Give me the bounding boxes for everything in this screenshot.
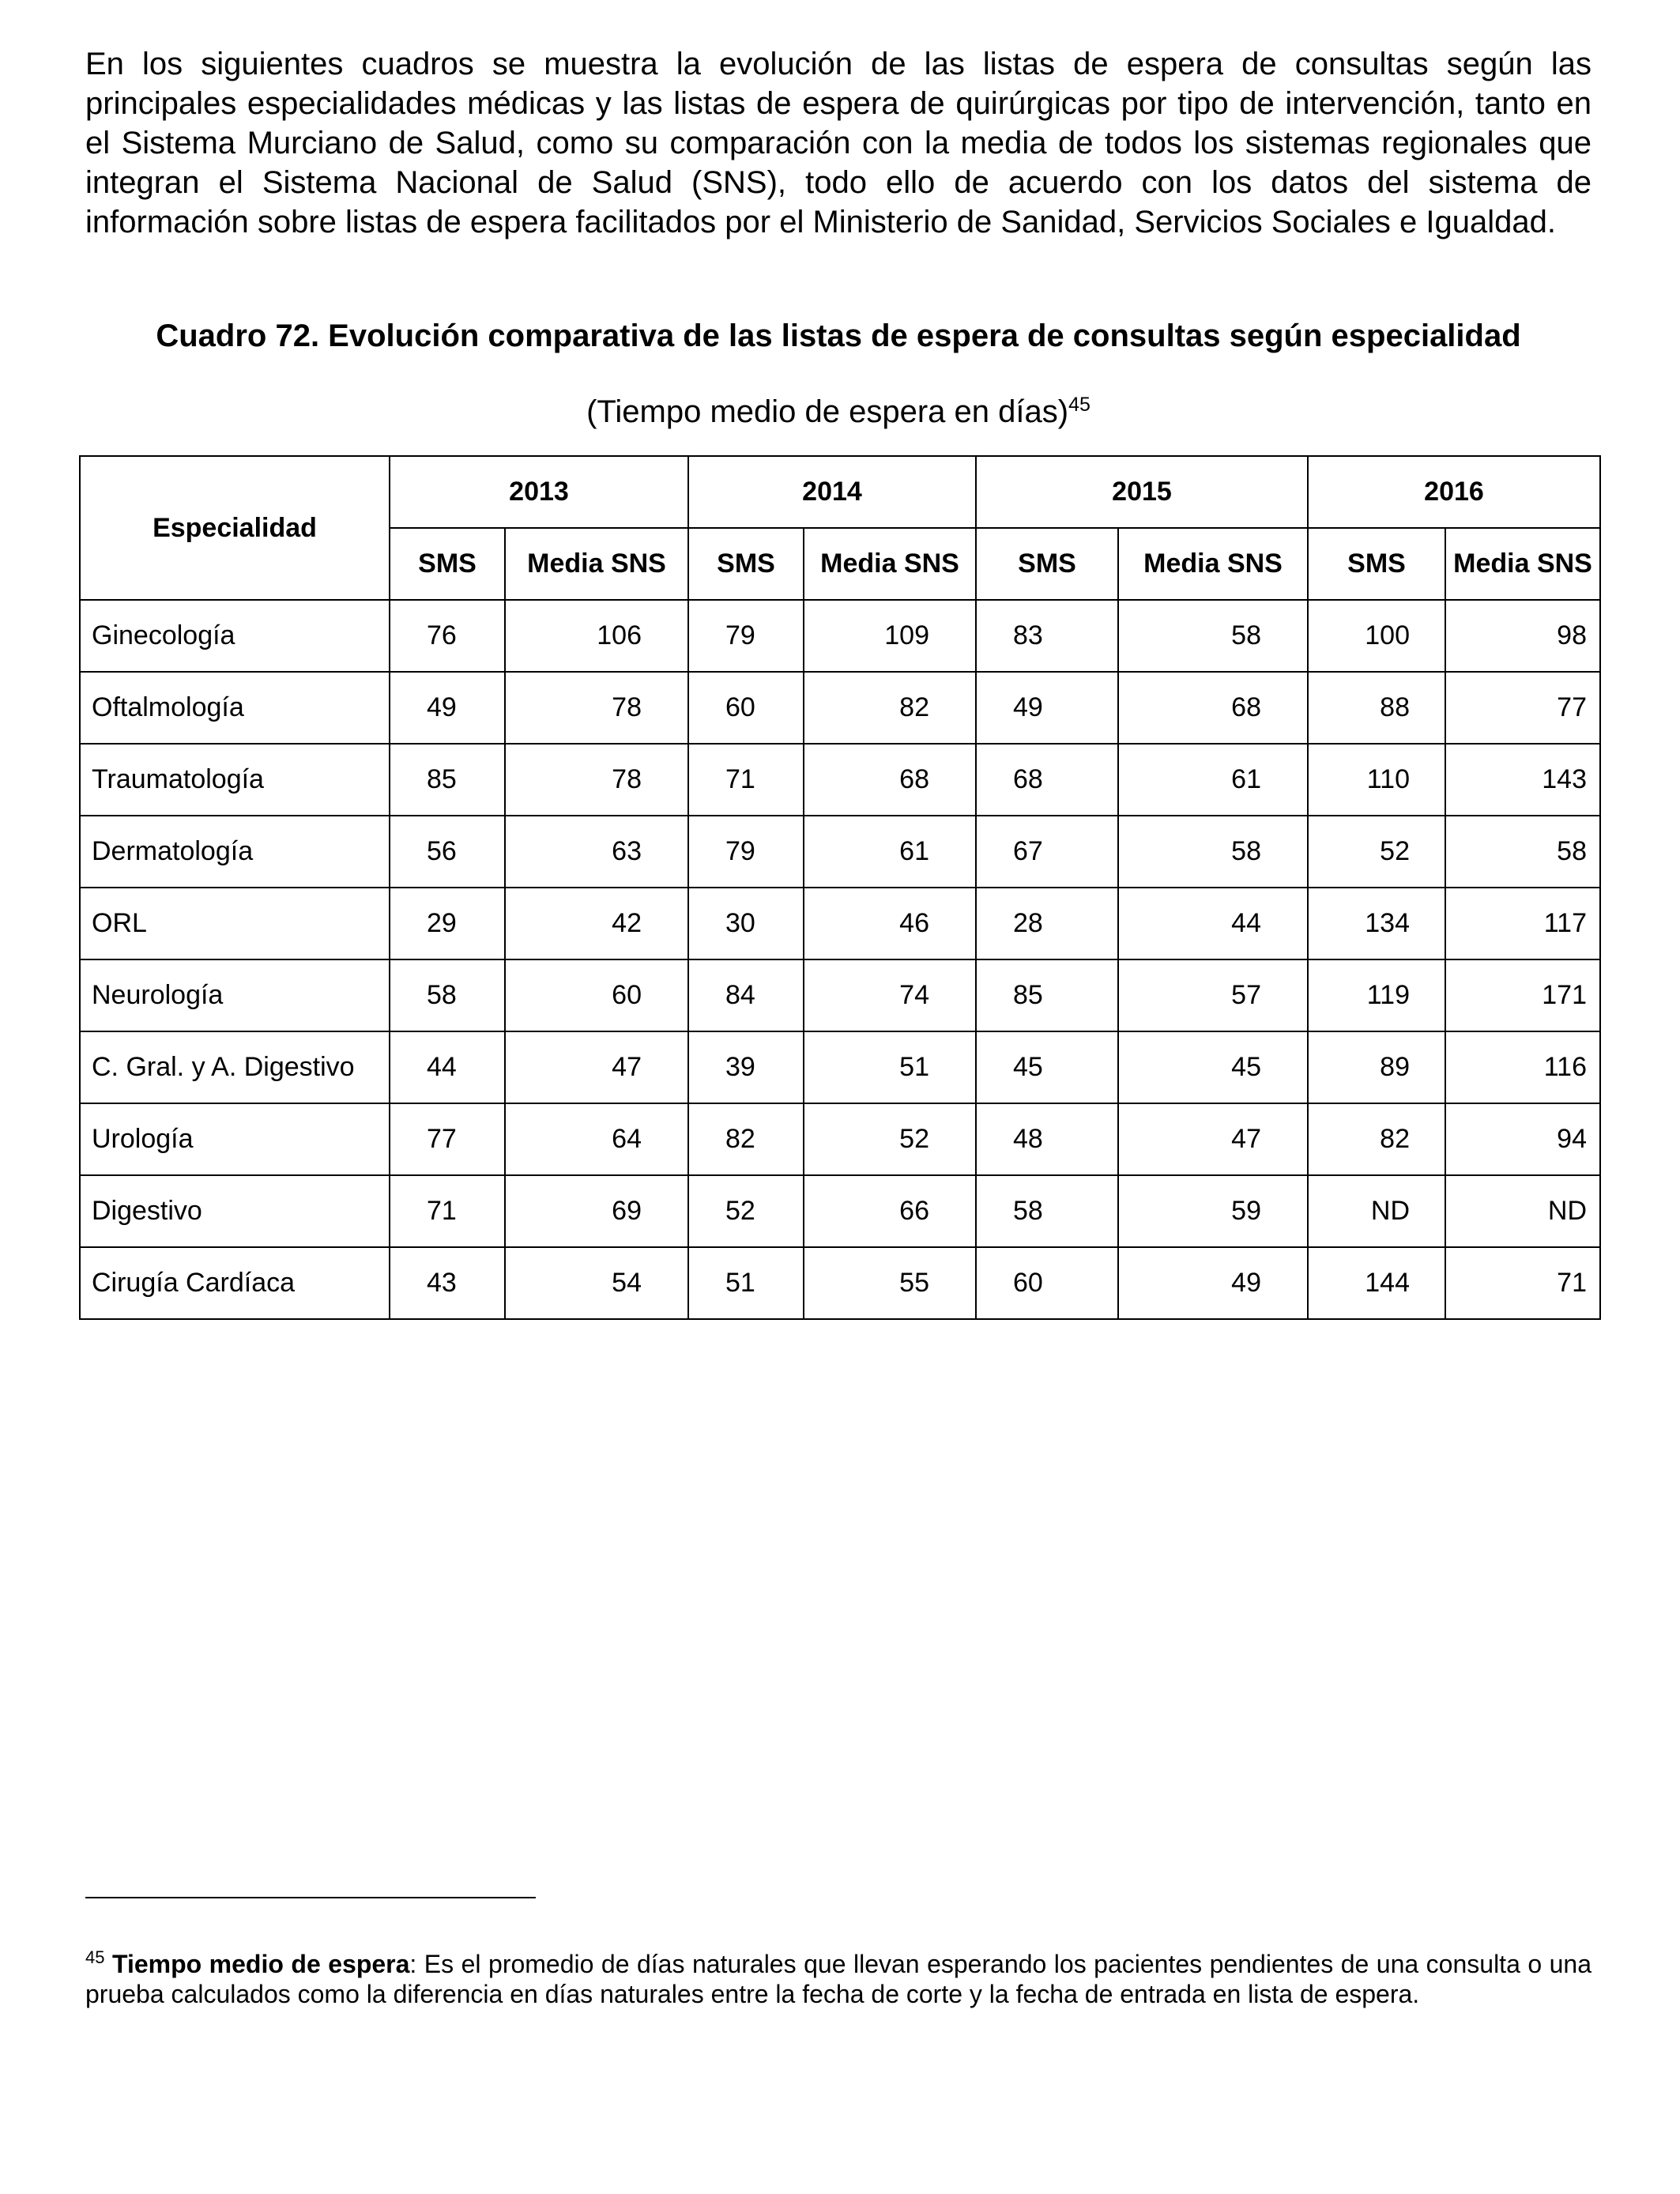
sms-value-cell: 43 bbox=[390, 1247, 505, 1319]
media-sns-value-cell: 63 bbox=[505, 816, 688, 888]
header-sms: SMS bbox=[1308, 528, 1445, 600]
header-year: 2014 bbox=[688, 456, 976, 528]
especialidad-cell: Digestivo bbox=[80, 1175, 390, 1247]
especialidad-cell: Traumatología bbox=[80, 744, 390, 816]
especialidad-cell: Cirugía Cardíaca bbox=[80, 1247, 390, 1319]
sms-value-cell: 58 bbox=[976, 1175, 1118, 1247]
header-media-sns: Media SNS bbox=[1445, 528, 1600, 600]
media-sns-value-cell: 59 bbox=[1118, 1175, 1308, 1247]
sms-value-cell: 29 bbox=[390, 888, 505, 959]
media-sns-value-cell: 171 bbox=[1445, 959, 1600, 1031]
sms-value-cell: 82 bbox=[1308, 1103, 1445, 1175]
sms-value-cell: 44 bbox=[390, 1031, 505, 1103]
table-subcaption bbox=[85, 392, 1591, 432]
footnote-term: Tiempo medio de espera bbox=[111, 1950, 410, 1978]
sms-value-cell: 49 bbox=[976, 672, 1118, 744]
sms-value-cell: 60 bbox=[976, 1247, 1118, 1319]
media-sns-value-cell: 58 bbox=[1118, 816, 1308, 888]
especialidad-cell: Oftalmología bbox=[80, 672, 390, 744]
header-media-sns: Media SNS bbox=[505, 528, 688, 600]
sms-value-cell: 84 bbox=[688, 959, 804, 1031]
media-sns-value-cell: 98 bbox=[1445, 600, 1600, 672]
footnote-number: 45 bbox=[85, 1947, 105, 1967]
sms-value-cell: 52 bbox=[688, 1175, 804, 1247]
sms-value-cell: 77 bbox=[390, 1103, 505, 1175]
table-row bbox=[80, 816, 1600, 888]
sms-value-cell: 79 bbox=[688, 600, 804, 672]
header-especialidad: Especialidad bbox=[80, 456, 390, 600]
sms-value-cell: 30 bbox=[688, 888, 804, 959]
header-year: 2015 bbox=[976, 456, 1308, 528]
table-row bbox=[80, 744, 1600, 816]
table-row bbox=[80, 1031, 1600, 1103]
media-sns-value-cell: 66 bbox=[804, 1175, 976, 1247]
table-row bbox=[80, 1103, 1600, 1175]
sms-value-cell: 89 bbox=[1308, 1031, 1445, 1103]
media-sns-value-cell: 58 bbox=[1445, 816, 1600, 888]
media-sns-value-cell: 71 bbox=[1445, 1247, 1600, 1319]
sms-value-cell: 119 bbox=[1308, 959, 1445, 1031]
especialidad-cell: ORL bbox=[80, 888, 390, 959]
media-sns-value-cell: 61 bbox=[1118, 744, 1308, 816]
media-sns-value-cell: 47 bbox=[505, 1031, 688, 1103]
waiting-list-table bbox=[79, 455, 1601, 1320]
media-sns-value-cell: 74 bbox=[804, 959, 976, 1031]
media-sns-value-cell: 82 bbox=[804, 672, 976, 744]
media-sns-value-cell: ND bbox=[1445, 1175, 1600, 1247]
sms-value-cell: 71 bbox=[390, 1175, 505, 1247]
media-sns-value-cell: 57 bbox=[1118, 959, 1308, 1031]
header-media-sns: Media SNS bbox=[804, 528, 976, 600]
especialidad-cell: Dermatología bbox=[80, 816, 390, 888]
especialidad-cell: Ginecología bbox=[80, 600, 390, 672]
header-sms: SMS bbox=[390, 528, 505, 600]
media-sns-value-cell: 116 bbox=[1445, 1031, 1600, 1103]
table-caption: Cuadro 72. Evolución comparativa de las listas de espera de consultas según especialidad bbox=[156, 319, 1521, 353]
sms-value-cell: 60 bbox=[688, 672, 804, 744]
sms-value-cell: 56 bbox=[390, 816, 505, 888]
media-sns-value-cell: 106 bbox=[505, 600, 688, 672]
media-sns-value-cell: 64 bbox=[505, 1103, 688, 1175]
footnote-separator bbox=[85, 1897, 536, 1898]
sms-value-cell: 49 bbox=[390, 672, 505, 744]
sms-value-cell: 100 bbox=[1308, 600, 1445, 672]
media-sns-value-cell: 69 bbox=[505, 1175, 688, 1247]
sms-value-cell: 28 bbox=[976, 888, 1118, 959]
sms-value-cell: 52 bbox=[1308, 816, 1445, 888]
footnote bbox=[85, 1949, 1591, 2009]
media-sns-value-cell: 51 bbox=[804, 1031, 976, 1103]
sms-value-cell: 85 bbox=[390, 744, 505, 816]
media-sns-value-cell: 68 bbox=[804, 744, 976, 816]
especialidad-cell: Neurología bbox=[80, 959, 390, 1031]
media-sns-value-cell: 52 bbox=[804, 1103, 976, 1175]
table-row bbox=[80, 672, 1600, 744]
media-sns-value-cell: 42 bbox=[505, 888, 688, 959]
sms-value-cell: 48 bbox=[976, 1103, 1118, 1175]
sms-value-cell: 58 bbox=[390, 959, 505, 1031]
media-sns-value-cell: 45 bbox=[1118, 1031, 1308, 1103]
sms-value-cell: 88 bbox=[1308, 672, 1445, 744]
media-sns-value-cell: 78 bbox=[505, 672, 688, 744]
table-row bbox=[80, 1175, 1600, 1247]
sms-value-cell: 82 bbox=[688, 1103, 804, 1175]
subcaption-text: (Tiempo medio de espera en días) bbox=[586, 394, 1069, 429]
table-body bbox=[80, 600, 1600, 1319]
sms-value-cell: 67 bbox=[976, 816, 1118, 888]
media-sns-value-cell: 44 bbox=[1118, 888, 1308, 959]
table-row bbox=[80, 959, 1600, 1031]
media-sns-value-cell: 117 bbox=[1445, 888, 1600, 959]
especialidad-cell: Urología bbox=[80, 1103, 390, 1175]
sms-value-cell: 85 bbox=[976, 959, 1118, 1031]
media-sns-value-cell: 46 bbox=[804, 888, 976, 959]
media-sns-value-cell: 58 bbox=[1118, 600, 1308, 672]
media-sns-value-cell: 60 bbox=[505, 959, 688, 1031]
intro-paragraph: En los siguientes cuadros se muestra la evolución de las listas de espera de consultas según las principales especialidades médicas y las listas de espera de quirúrgicas por tipo de intervención, tanto en el Sistema Murciano de Salud, como su comparación con la media de todos los sistemas regionales que integran el Sistema Nacional de Salud (SNS), todo ello de acuerdo con los datos del sistema de información sobre listas de espera facilitados por el Ministerio de Sanidad, Servicios Sociales e Igualdad. bbox=[85, 47, 1591, 239]
media-sns-value-cell: 94 bbox=[1445, 1103, 1600, 1175]
sms-value-cell: 39 bbox=[688, 1031, 804, 1103]
media-sns-value-cell: 109 bbox=[804, 600, 976, 672]
media-sns-value-cell: 78 bbox=[505, 744, 688, 816]
sms-value-cell: 144 bbox=[1308, 1247, 1445, 1319]
media-sns-value-cell: 47 bbox=[1118, 1103, 1308, 1175]
sms-value-cell: 45 bbox=[976, 1031, 1118, 1103]
sms-value-cell: 68 bbox=[976, 744, 1118, 816]
especialidad-cell: C. Gral. y A. Digestivo bbox=[80, 1031, 390, 1103]
sms-value-cell: 51 bbox=[688, 1247, 804, 1319]
footnote-ref: 45 bbox=[1068, 394, 1090, 416]
sms-value-cell: 71 bbox=[688, 744, 804, 816]
header-sms: SMS bbox=[688, 528, 804, 600]
sms-value-cell: 76 bbox=[390, 600, 505, 672]
sms-value-cell: 134 bbox=[1308, 888, 1445, 959]
header-year: 2016 bbox=[1308, 456, 1600, 528]
media-sns-value-cell: 143 bbox=[1445, 744, 1600, 816]
sms-value-cell: 110 bbox=[1308, 744, 1445, 816]
header-media-sns: Media SNS bbox=[1118, 528, 1308, 600]
table-row bbox=[80, 600, 1600, 672]
table-row bbox=[80, 1247, 1600, 1319]
sms-value-cell: 79 bbox=[688, 816, 804, 888]
footnote-text: : Es el promedio de días naturales que llevan esperando los pacientes pendientes de una consulta o una prueba calculados como la diferencia en días naturales entre la fecha de corte y la fecha de entrada en lista de espera. bbox=[85, 1950, 1592, 2008]
table-row bbox=[80, 888, 1600, 959]
media-sns-value-cell: 61 bbox=[804, 816, 976, 888]
media-sns-value-cell: 54 bbox=[505, 1247, 688, 1319]
media-sns-value-cell: 77 bbox=[1445, 672, 1600, 744]
header-year: 2013 bbox=[390, 456, 688, 528]
sms-value-cell: 83 bbox=[976, 600, 1118, 672]
media-sns-value-cell: 68 bbox=[1118, 672, 1308, 744]
media-sns-value-cell: 49 bbox=[1118, 1247, 1308, 1319]
sms-value-cell: ND bbox=[1308, 1175, 1445, 1247]
media-sns-value-cell: 55 bbox=[804, 1247, 976, 1319]
header-sms: SMS bbox=[976, 528, 1118, 600]
